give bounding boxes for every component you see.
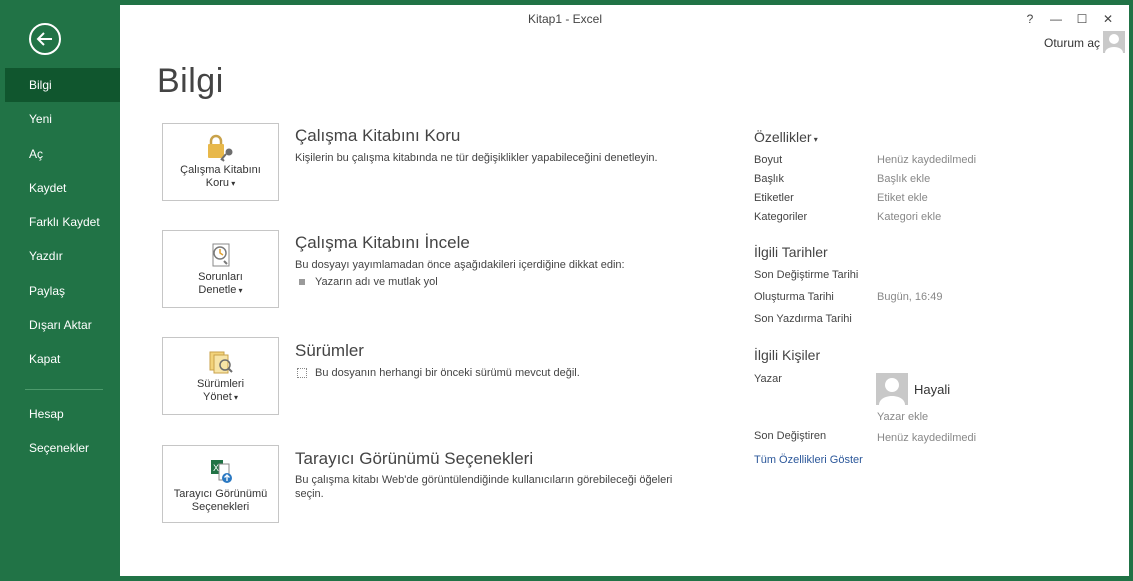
- tile-label-line1: Sürümleri: [196, 378, 245, 390]
- lock-key-icon: [205, 134, 237, 164]
- help-icon[interactable]: ?: [1026, 12, 1034, 26]
- tile-label-line2: Denetle: [198, 284, 237, 296]
- related-dates-heading: İlgili Tarihler: [754, 244, 828, 260]
- properties-heading-text: Özellikler: [754, 129, 812, 145]
- nav-item-open[interactable]: Aç: [29, 147, 44, 161]
- tile-label-line1: Çalışma Kitabını: [180, 164, 261, 176]
- nav-item-options[interactable]: Seçenekler: [29, 441, 90, 455]
- dropdown-caret-icon: ▾: [236, 286, 243, 295]
- prop-key-author: Yazar: [754, 373, 782, 385]
- minimize-icon[interactable]: —: [1050, 12, 1062, 26]
- manage-versions-icon: [205, 348, 237, 378]
- back-arrow-icon: [36, 30, 54, 48]
- prop-key-created: Oluşturma Tarihi: [754, 291, 834, 303]
- tile-label-line2: Koru: [205, 177, 229, 189]
- prop-key-tags: Etiketler: [754, 192, 794, 204]
- dropdown-caret-icon: ▾: [231, 393, 238, 402]
- nav-item-save-as[interactable]: Farklı Kaydet: [29, 215, 100, 229]
- prop-key-last-modified-by: Son Değiştiren: [754, 430, 827, 442]
- prop-val-size: Henüz kaydedilmedi: [877, 154, 977, 166]
- tile-label-line2: Seçenekleri: [191, 501, 250, 513]
- author-avatar-icon: [876, 373, 908, 405]
- prop-val-tags[interactable]: Etiket ekle: [877, 192, 928, 204]
- versions-desc-text: Bu dosyanın herhangi bir önceki sürümü mevcut değil.: [315, 367, 580, 379]
- tile-label-line2: Yönet: [203, 391, 232, 403]
- nav-item-print[interactable]: Yazdır: [29, 249, 63, 263]
- author-name[interactable]: Hayali: [914, 382, 951, 397]
- tile-label: [163, 164, 278, 190]
- inspect-document-icon: [205, 241, 237, 271]
- protect-workbook-button[interactable]: [162, 123, 279, 201]
- check-issues-button[interactable]: [162, 230, 279, 308]
- tile-label: [163, 271, 278, 297]
- browser-view-section-title: Tarayıcı Görünümü Seçenekleri: [295, 449, 534, 468]
- inspect-section-desc: Bu dosyayı yayımlamadan önce aşağıdakileri içerdiğine dikkat edin:: [295, 259, 625, 271]
- prop-key-last-modified: Son Değiştirme Tarihi: [754, 269, 859, 281]
- user-avatar-icon[interactable]: [1103, 31, 1125, 53]
- nav-item-new[interactable]: Yeni: [29, 112, 52, 126]
- add-author-link[interactable]: Yazar ekle: [877, 411, 929, 423]
- dropdown-caret-icon: ▾: [229, 179, 236, 188]
- nav-item-share[interactable]: Paylaş: [29, 284, 66, 298]
- prop-val-title[interactable]: Başlık ekle: [877, 173, 931, 185]
- protect-section-title: Çalışma Kitabını Koru: [295, 126, 461, 145]
- inspect-bullet: [299, 276, 438, 288]
- prop-key-categories: Kategoriler: [754, 211, 808, 223]
- nav-item-save[interactable]: Kaydet: [29, 181, 67, 195]
- prop-key-last-printed: Son Yazdırma Tarihi: [754, 313, 852, 325]
- window-title: Kitap1 - Excel: [527, 12, 603, 26]
- tile-label: [163, 378, 278, 404]
- manage-versions-button[interactable]: [162, 337, 279, 415]
- svg-text:X: X: [213, 463, 220, 473]
- browser-view-options-button[interactable]: [162, 445, 279, 523]
- show-all-properties-link[interactable]: Tüm Özellikleri Göster: [754, 454, 863, 466]
- tile-label-line1: Sorunları: [198, 271, 243, 283]
- sign-in-link[interactable]: Oturum aç: [1044, 36, 1101, 50]
- related-people-heading: İlgili Kişiler: [754, 347, 821, 363]
- browser-view-section-desc: Bu çalışma kitabı Web'de görüntülendiğinde kullanıcıların görebileceği öğeleri seçin.: [295, 474, 673, 500]
- prop-key-size: Boyut: [754, 154, 783, 166]
- dropdown-caret-icon: ▾: [811, 135, 818, 144]
- prop-key-title: Başlık: [754, 173, 784, 185]
- prop-val-last-modified-by: Henüz kaydedilmedi: [877, 432, 977, 444]
- properties-heading[interactable]: [754, 129, 818, 145]
- close-icon[interactable]: ✕: [1102, 12, 1114, 26]
- window-controls: [1019, 10, 1119, 28]
- tile-label-line1: Tarayıcı Görünümü: [173, 488, 268, 500]
- tile-label: [163, 488, 278, 514]
- maximize-icon[interactable]: ☐: [1076, 12, 1088, 26]
- prop-val-created: Bugün, 16:49: [877, 291, 943, 303]
- protect-section-desc: Kişilerin bu çalışma kitabında ne tür değişiklikler yapabileceğini denetleyin.: [295, 152, 658, 164]
- back-button[interactable]: [29, 23, 61, 55]
- page-title: Bilgi: [157, 62, 224, 100]
- prop-val-categories[interactable]: Kategori ekle: [877, 211, 942, 223]
- nav-item-close[interactable]: Kapat: [29, 352, 61, 366]
- nav-item-export[interactable]: Dışarı Aktar: [29, 318, 92, 332]
- inspect-bullet-text: Yazarın adı ve mutlak yol: [315, 276, 438, 288]
- backstage-sidebar: [5, 5, 120, 576]
- bullet-icon: [299, 279, 305, 285]
- nav-item-account[interactable]: Hesap: [29, 407, 64, 421]
- inspect-section-title: Çalışma Kitabını İncele: [295, 233, 470, 252]
- nav-separator: [25, 389, 103, 390]
- versions-section-desc: [297, 366, 697, 380]
- versions-section-title: Sürümler: [295, 341, 364, 360]
- browser-view-icon: [205, 456, 237, 486]
- nav-item-info[interactable]: Bilgi: [5, 68, 120, 102]
- version-doc-icon: [297, 368, 307, 378]
